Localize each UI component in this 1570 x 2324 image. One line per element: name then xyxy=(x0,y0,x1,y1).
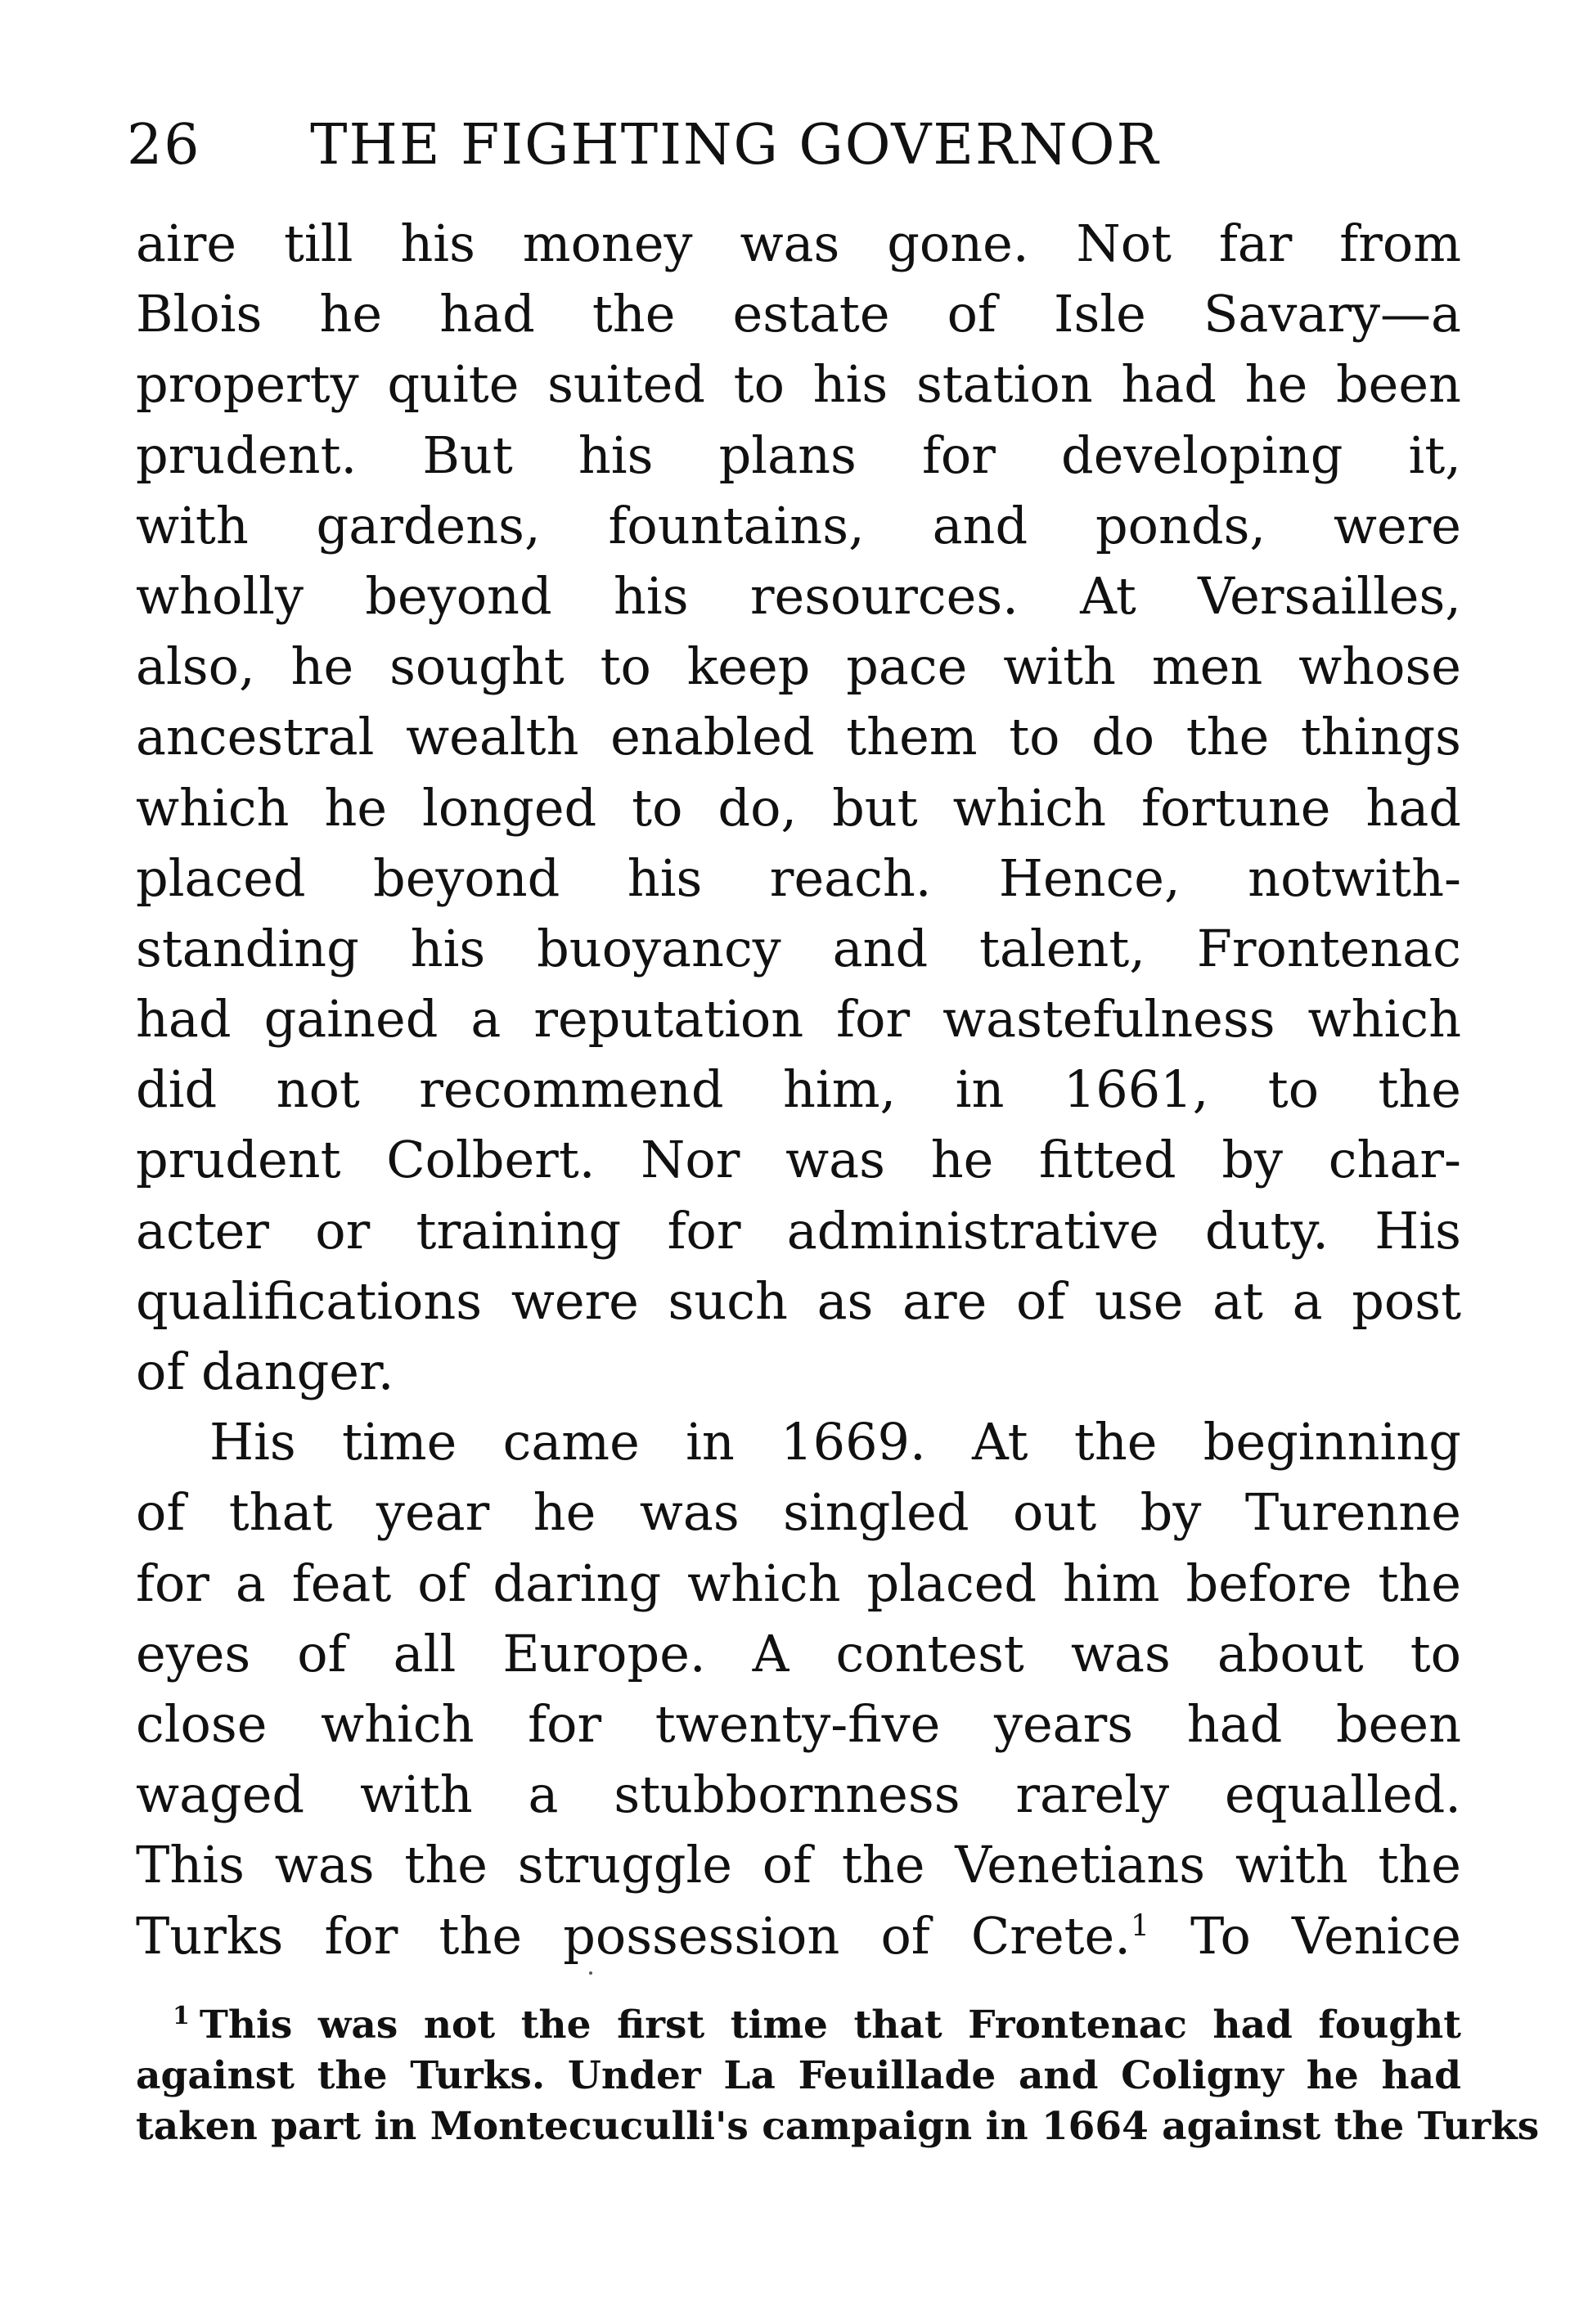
text-line: with gardens, fountains, and ponds, were xyxy=(136,495,1461,555)
text-line: waged with a stubbornness rarely equalled. xyxy=(136,1764,1461,1825)
text-line: prudent. But his plans for developing it, xyxy=(136,425,1461,485)
text-line: wholly beyond his resources. At Versailles, xyxy=(136,565,1461,626)
text-line: of that year he was singled out by Turenne xyxy=(136,1482,1461,1543)
footnote-line: taken part in Montecuculli's campaign in 1664 against the Turks xyxy=(136,2104,1540,2149)
text-line: His time came in 1669. At the beginning xyxy=(209,1412,1461,1472)
text-line: standing his buoyancy and talent, Frontenac xyxy=(136,918,1461,978)
text-line: Blois he had the estate of Isle Savary—a xyxy=(136,284,1461,344)
text-line: of danger. xyxy=(136,1342,394,1401)
page-number: 26 xyxy=(127,113,201,178)
footnote-line xyxy=(136,2000,1461,2051)
text-line: ancestral wealth enabled them to do the things xyxy=(136,707,1461,767)
text-segment: Turks for the possession of Crete. xyxy=(136,1905,1131,1966)
text-segment: To Venice xyxy=(1190,1905,1461,1966)
running-head: THE FIGHTING GOVERNOR xyxy=(310,113,1160,178)
footnote-marker: 1 xyxy=(173,2002,190,2031)
text-line-with-footnote-ref xyxy=(136,1901,1461,1971)
page-header xyxy=(127,105,1436,187)
body-text xyxy=(136,209,1461,1971)
text-line: close which for twenty-five years had been xyxy=(136,1693,1461,1754)
text-line: had gained a reputation for wastefulness which xyxy=(136,989,1461,1050)
text-line: This was the struggle of the Venetians with the xyxy=(136,1835,1461,1895)
text-line: did not recommend him, in 1661, to the xyxy=(136,1059,1461,1120)
text-line: prudent Colbert. Nor was he fitted by char- xyxy=(136,1130,1461,1190)
footnote xyxy=(136,2000,1540,2152)
text-line: for a feat of daring which placed him before the xyxy=(136,1553,1461,1613)
text-line: which he longed to do, but which fortune had xyxy=(136,777,1461,838)
footnote-reference[interactable]: 1 xyxy=(1130,1908,1149,1943)
text-line: placed beyond his reach. Hence, notwith- xyxy=(136,847,1461,908)
text-line: eyes of all Europe. A contest was about to xyxy=(136,1623,1461,1683)
footnote-text: This was not the first time that Frontenac had fought xyxy=(199,2003,1461,2048)
text-line: acter or training for administrative duty. His xyxy=(136,1200,1461,1261)
text-line: qualifications were such as are of use at a post xyxy=(136,1270,1461,1331)
text-line: also, he sought to keep pace with men whose xyxy=(136,636,1461,697)
footnote-line: against the Turks. Under La Feuillade and Coligny he had xyxy=(136,2053,1461,2098)
text-line: aire till his money was gone. Not far from xyxy=(136,214,1461,273)
divider-dot xyxy=(589,1971,592,1975)
text-line: property quite suited to his station had he been xyxy=(136,354,1461,415)
